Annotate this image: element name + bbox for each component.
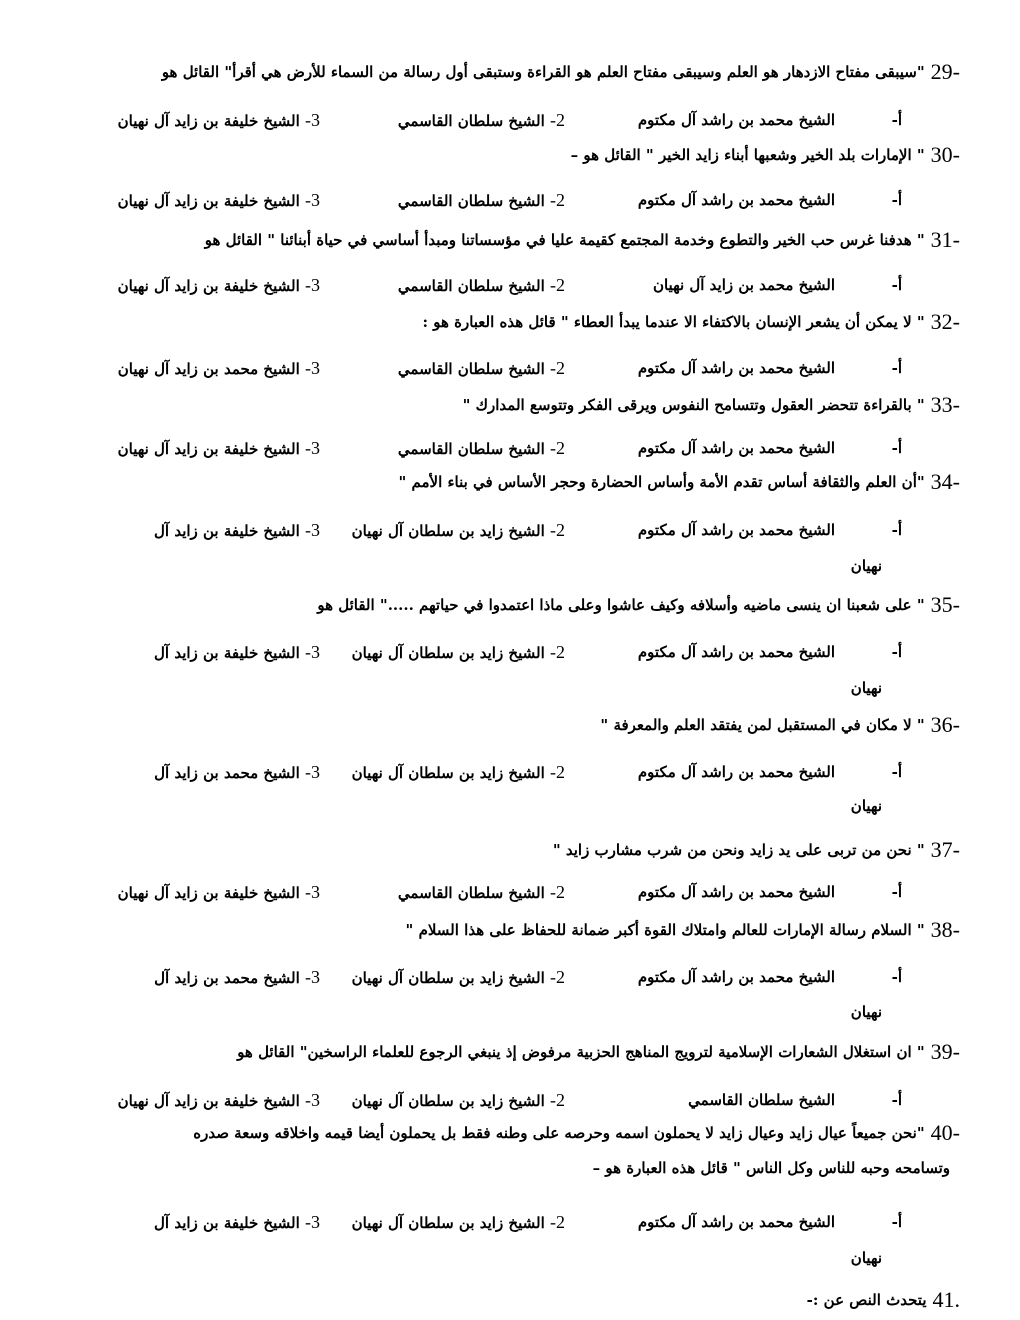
option-2-number: 2- <box>550 358 565 378</box>
option-3-number: 3- <box>305 967 320 987</box>
option-1[interactable]: الشيخ محمد بن راشد آل مكتوم <box>637 763 835 781</box>
question-line <box>60 57 960 87</box>
option-2-text: الشيخ سلطان القاسمي <box>397 440 545 458</box>
option-2-text: الشيخ زايد بن سلطان آل نهيان <box>351 1214 545 1232</box>
question-text: " لا مكان في المستقبل لمن يفتقد العلم والمعرفة " <box>600 716 925 734</box>
option-2[interactable] <box>352 515 565 545</box>
option-3[interactable] <box>118 433 320 463</box>
option-2[interactable] <box>398 877 565 907</box>
question-text: " الإمارات بلد الخير وشعبها أبناء زايد الخير " القائل هو – <box>570 146 925 164</box>
option-1[interactable]: الشيخ محمد بن راشد آل مكتوم <box>637 521 835 539</box>
option-label: أ- <box>891 359 902 377</box>
option-1[interactable]: الشيخ محمد بن راشد آل مكتوم <box>637 439 835 457</box>
option-label: أ- <box>891 763 902 781</box>
option-2-number: 2- <box>550 520 565 540</box>
question-number: 34- <box>930 469 960 494</box>
options-row <box>0 105 1020 135</box>
option-2-number: 2- <box>550 1212 565 1232</box>
option-3-number: 3- <box>305 762 320 782</box>
question-number: 40- <box>930 1120 960 1145</box>
option-2[interactable] <box>352 1085 565 1115</box>
question-number: 31- <box>930 227 960 252</box>
option-2-text: الشيخ زايد بن سلطان آل نهيان <box>351 1092 545 1110</box>
option-3-number: 3- <box>305 882 320 902</box>
question-text: "سيبقى مفتاح الازدهار هو العلم وسيبقى مفتاح العلم هو القراءة وستبقى أول رسالة من السماء للأرض هي أقرأ" القائل هو <box>161 63 925 81</box>
question-line <box>60 1037 960 1067</box>
option-label: أ- <box>891 521 902 539</box>
question-number: 30- <box>930 142 960 167</box>
question-text: يتحدث النص عن :- <box>806 1291 927 1309</box>
question-line <box>60 140 960 170</box>
options-row <box>0 637 1020 667</box>
option-3-number: 3- <box>305 520 320 540</box>
question-text: " السلام رسالة الإمارات للعالم وامتلاك القوة أكبر ضمانة للحفاظ على هذا السلام " <box>405 921 925 939</box>
option-3[interactable] <box>118 877 320 907</box>
option-3-wrap <box>60 551 882 581</box>
option-3-wrap <box>60 673 882 703</box>
option-2-number: 2- <box>550 642 565 662</box>
option-2[interactable] <box>398 433 565 463</box>
question-line <box>60 1285 960 1315</box>
option-label: أ- <box>891 111 902 129</box>
option-3-text: الشيخ خليفة بن زايد آل نهيان <box>117 440 300 458</box>
question-number: 29- <box>930 59 960 84</box>
options-row <box>0 877 1020 907</box>
option-3-wrap-text: نهيان <box>850 679 882 697</box>
option-3-wrap <box>60 997 882 1027</box>
option-1[interactable]: الشيخ محمد بن راشد آل مكتوم <box>637 359 835 377</box>
question-number: 37- <box>930 837 960 862</box>
option-1[interactable]: الشيخ محمد بن راشد آل مكتوم <box>637 883 835 901</box>
options-row <box>0 515 1020 545</box>
option-3-wrap-text: نهيان <box>850 557 882 575</box>
option-2[interactable] <box>398 270 565 300</box>
question-text: " بالقراءة تتحضر العقول وتتسامح النفوس ويرقى الفكر وتتوسع المدارك " <box>462 396 925 414</box>
option-2-number: 2- <box>550 882 565 902</box>
option-3-text: الشيخ خليفة بن زايد آل <box>154 522 300 540</box>
option-2-text: الشيخ سلطان القاسمي <box>397 360 545 378</box>
question-text: "أن العلم والثقافة أساس تقدم الأمة وأساس الحضارة وحجر الأساس في بناء الأمم " <box>398 473 925 491</box>
option-label: أ- <box>891 276 902 294</box>
question-number: 38- <box>930 917 960 942</box>
question-text: وتسامحه وحبه للناس وكل الناس " قائل هذه العبارة هو – <box>592 1159 950 1177</box>
question-number: 35- <box>930 592 960 617</box>
option-2-text: الشيخ زايد بن سلطان آل نهيان <box>351 644 545 662</box>
option-2-number: 2- <box>550 110 565 130</box>
option-2[interactable] <box>352 1207 565 1237</box>
option-1[interactable]: الشيخ محمد بن راشد آل مكتوم <box>637 191 835 209</box>
question-text: "نحن جميعاً عيال زايد وعيال زايد لا يحملون اسمه وحرصه على وطنه فقط بل يحملون أيضا قيمه واخلاقه وسعة صدره <box>193 1124 925 1142</box>
options-row <box>0 433 1020 463</box>
option-3-wrap-text: نهيان <box>850 797 882 815</box>
options-row <box>0 962 1020 992</box>
option-3-text: الشيخ خليفة بن زايد آل نهيان <box>117 277 300 295</box>
option-3[interactable] <box>154 757 320 787</box>
option-3-text: الشيخ محمد بن زايد آل نهيان <box>117 360 300 378</box>
option-2-text: الشيخ زايد بن سلطان آل نهيان <box>351 522 545 540</box>
options-row <box>0 1207 1020 1237</box>
option-3-text: الشيخ خليفة بن زايد آل <box>154 644 300 662</box>
question-line <box>60 590 960 620</box>
option-3-text: الشيخ خليفة بن زايد آل نهيان <box>117 112 300 130</box>
options-row <box>0 1085 1020 1115</box>
option-3[interactable] <box>154 1207 320 1237</box>
question-line <box>60 1118 960 1148</box>
options-row <box>0 270 1020 300</box>
question-text: " لا يمكن أن يشعر الإنسان بالاكتفاء الا عندما يبدأ العطاء " قائل هذه العبارة هو : <box>422 313 925 331</box>
option-3-number: 3- <box>305 275 320 295</box>
question-line <box>60 835 960 865</box>
options-row <box>0 185 1020 215</box>
option-2[interactable] <box>398 185 565 215</box>
question-line <box>60 467 960 497</box>
question-number: 33- <box>930 392 960 417</box>
options-row <box>0 757 1020 787</box>
option-2-text: الشيخ زايد بن سلطان آل نهيان <box>351 764 545 782</box>
option-3[interactable] <box>154 962 320 992</box>
option-2-text: الشيخ سلطان القاسمي <box>397 884 545 902</box>
question-text: " هدفنا غرس حب الخير والتطوع وخدمة المجتمع كقيمة عليا في مؤسساتنا ومبدأ أساسي في حياة أبنائنا " القائل هو <box>204 231 925 249</box>
option-3-text: الشيخ محمد بن زايد آل <box>154 969 300 987</box>
option-label: أ- <box>891 191 902 209</box>
option-3-text: الشيخ محمد بن زايد آل <box>154 764 300 782</box>
option-label: أ- <box>891 1091 902 1109</box>
question-number: 32- <box>930 309 960 334</box>
option-3-number: 3- <box>305 438 320 458</box>
question-text: " نحن من تربى على يد زايد ونحن من شرب مشارب زايد " <box>552 841 925 859</box>
option-label: أ- <box>891 643 902 661</box>
question-line <box>60 390 960 420</box>
option-3-text: الشيخ خليفة بن زايد آل <box>154 1214 300 1232</box>
option-3-number: 3- <box>305 1090 320 1110</box>
option-3[interactable] <box>118 270 320 300</box>
option-2-number: 2- <box>550 762 565 782</box>
question-line <box>60 225 960 255</box>
option-1[interactable]: الشيخ محمد بن راشد آل مكتوم <box>637 1213 835 1231</box>
option-3[interactable] <box>118 353 320 383</box>
option-3-number: 3- <box>305 190 320 210</box>
option-2-number: 2- <box>550 275 565 295</box>
option-2[interactable] <box>398 105 565 135</box>
option-2[interactable] <box>352 757 565 787</box>
question-line <box>60 307 960 337</box>
option-3[interactable] <box>154 637 320 667</box>
option-label: أ- <box>891 883 902 901</box>
option-3-text: الشيخ خليفة بن زايد آل نهيان <box>117 192 300 210</box>
option-2[interactable] <box>352 637 565 667</box>
option-2-text: الشيخ سلطان القاسمي <box>397 277 545 295</box>
option-2-number: 2- <box>550 1090 565 1110</box>
option-2-number: 2- <box>550 438 565 458</box>
option-1[interactable]: الشيخ محمد بن راشد آل مكتوم <box>637 643 835 661</box>
option-label: أ- <box>891 439 902 457</box>
option-3-wrap <box>60 1243 882 1273</box>
option-1[interactable]: الشيخ سلطان القاسمي <box>688 1091 835 1109</box>
question-line <box>60 915 960 945</box>
option-2-text: الشيخ سلطان القاسمي <box>397 112 545 130</box>
question-text: " على شعبنا ان ينسى ماضيه وأسلافه وكيف عاشوا وعلى ماذا اعتمدوا في حياتهم ....." القائل هو <box>317 596 925 614</box>
option-3-number: 3- <box>305 358 320 378</box>
option-3-text: الشيخ خليفة بن زايد آل نهيان <box>117 1092 300 1110</box>
option-3-number: 3- <box>305 642 320 662</box>
question-number: 36- <box>930 712 960 737</box>
option-3-number: 3- <box>305 110 320 130</box>
option-label: أ- <box>891 968 902 986</box>
option-2-number: 2- <box>550 967 565 987</box>
option-2-number: 2- <box>550 190 565 210</box>
question-number: 41. <box>932 1287 960 1312</box>
option-1[interactable]: الشيخ محمد بن راشد آل مكتوم <box>637 111 835 129</box>
option-3[interactable] <box>118 1085 320 1115</box>
option-1[interactable]: الشيخ محمد بن راشد آل مكتوم <box>637 968 835 986</box>
option-3-wrap-text: نهيان <box>850 1003 882 1021</box>
option-1[interactable]: الشيخ محمد بن زايد آل نهيان <box>652 276 835 294</box>
option-label: أ- <box>891 1213 902 1231</box>
question-line <box>60 710 960 740</box>
options-row <box>0 353 1020 383</box>
option-2[interactable] <box>352 962 565 992</box>
question-text: " ان استغلال الشعارات الإسلامية لترويج المناهج الحزبية مرفوض إذ ينبغي الرجوع للعلماء الراسخين" القائل هو <box>237 1043 925 1061</box>
option-2-text: الشيخ زايد بن سلطان آل نهيان <box>351 969 545 987</box>
option-3-wrap-text: نهيان <box>850 1249 882 1267</box>
option-2[interactable] <box>398 353 565 383</box>
option-3-number: 3- <box>305 1212 320 1232</box>
option-3-wrap <box>60 791 882 821</box>
option-3[interactable] <box>118 105 320 135</box>
option-3[interactable] <box>118 185 320 215</box>
question-line <box>60 1153 950 1183</box>
option-3-text: الشيخ خليفة بن زايد آل نهيان <box>117 884 300 902</box>
option-3[interactable] <box>154 515 320 545</box>
option-2-text: الشيخ سلطان القاسمي <box>397 192 545 210</box>
question-number: 39- <box>930 1039 960 1064</box>
